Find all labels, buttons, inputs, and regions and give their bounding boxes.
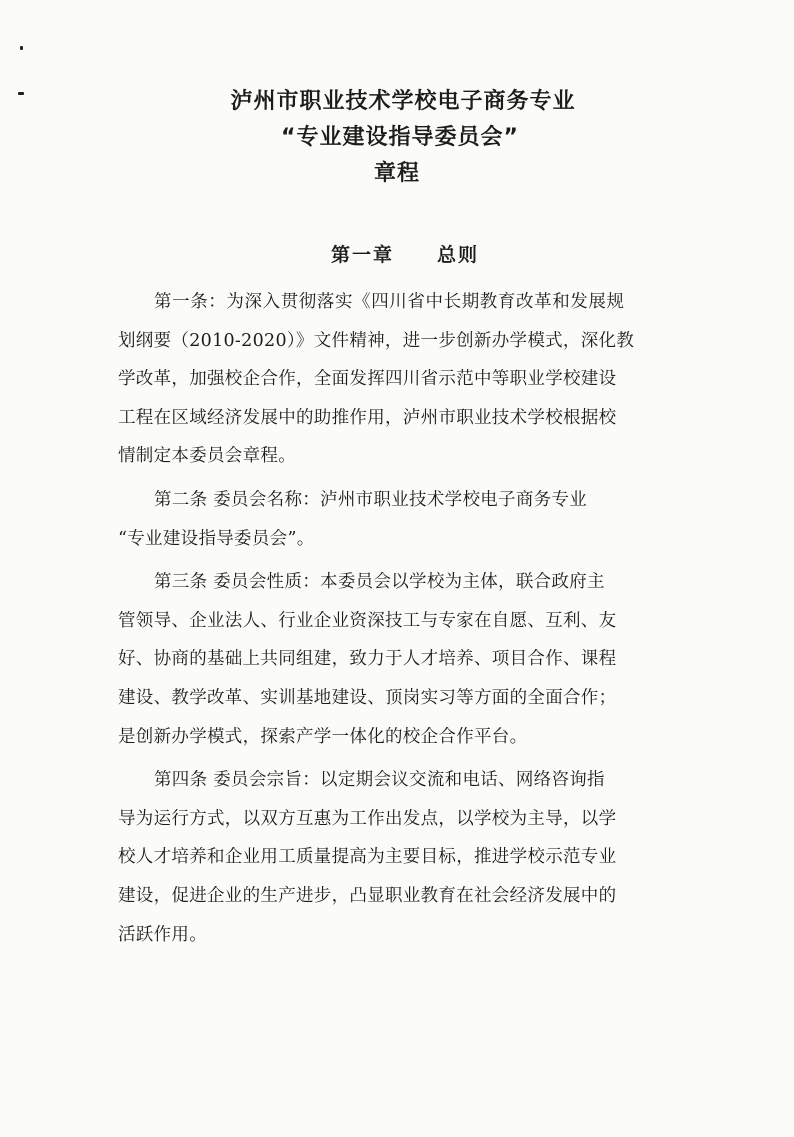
- article-1: [118, 283, 688, 476]
- article-2: [118, 481, 688, 558]
- document-title: [0, 84, 794, 192]
- article-line: 第一条：为深入贯彻落实《四川省中长期教育改革和发展规: [154, 292, 625, 312]
- chapter-heading: 第一章 总则: [330, 244, 480, 266]
- article-line: “专业建设指导委员会”。: [118, 528, 315, 549]
- scan-speck: [20, 46, 23, 50]
- title-line-committee: “专业建设指导委员会”: [281, 125, 519, 150]
- article-line: 建设，促进企业的生产进步，凸显职业教育在社会经济发展中的: [118, 885, 617, 906]
- article-line: 好、协商的基础上共同组建，致力于人才培养、项目合作、课程: [118, 649, 617, 670]
- article-line: 第四条 委员会宗旨：以定期会议交流和电话、网络咨询指: [154, 770, 605, 791]
- article-4: [118, 761, 688, 954]
- title-line-school-major: 泸州市职业技术学校电子商务专业: [230, 89, 576, 114]
- article-line: 划纲要（2010-2020）》文件精神，进一步创新办学模式，深化教: [118, 330, 635, 351]
- article-line: 活跃作用。: [118, 924, 207, 945]
- article-line: 第三条 委员会性质：本委员会以学校为主体，联合政府主: [154, 572, 605, 593]
- article-line: 导为运行方式，以双方互惠为工作出发点，以学校为主导，以学: [118, 808, 617, 829]
- title-line-charter: 章程: [373, 161, 420, 186]
- article-line: 工程在区域经济发展中的助推作用，泸州市职业技术学校根据校: [118, 407, 617, 428]
- article-3: [118, 563, 688, 756]
- document-body: [118, 283, 688, 959]
- article-line: 情制定本委员会章程。: [118, 446, 296, 467]
- article-line: 校人才培养和企业用工质量提高为主要目标，推进学校示范专业: [118, 847, 617, 868]
- article-line: 管领导、企业法人、行业企业资深技工与专家在自愿、互利、友: [118, 610, 617, 631]
- article-line: 建设、教学改革、实训基地建设、顶岗实习等方面的全面合作；: [118, 687, 617, 708]
- article-line: 第二条 委员会名称：泸州市职业技术学校电子商务专业: [154, 489, 588, 510]
- article-line: 是创新办学模式，探索产学一体化的校企合作平台。: [118, 726, 528, 747]
- article-line: 学改革，加强校企合作，全面发挥四川省示范中等职业学校建设: [118, 369, 617, 390]
